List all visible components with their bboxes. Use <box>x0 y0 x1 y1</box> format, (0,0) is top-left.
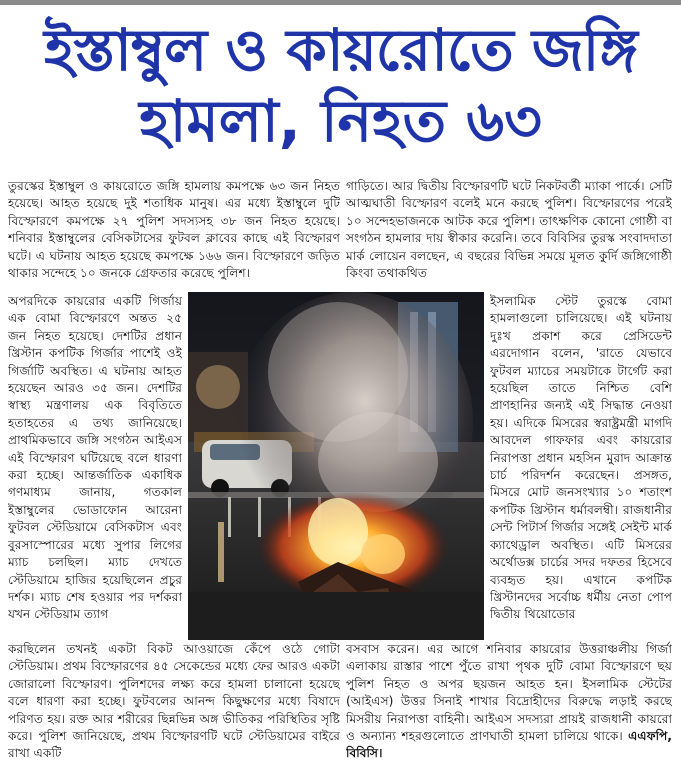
article-bottom-right <box>346 641 672 763</box>
article-right-top: গাড়িতে। আর দ্বিতীয় বিস্ফোরণটি ঘটে নিকটবর্তী ম্যাকা পার্কে। সেটি আত্মঘাতী বিস্ফোরণ বলেই মনে করছে পুলিশ। বিস্ফোরণের পরেই ১০ সন্দেহভাজনকে আটক করে পুলিশ। তাৎক্ষণিক কোনো গোষ্ঠী বা সংগঠন হামলার দায় স্বীকার করেনি। তবে বিবিসির তুরস্ক সংবাদদাতা মার্ক লোয়েন বলছেন, এ বছরের বিভিন্ন সময়ে মূলত কুর্দি জঙ্গিগোষ্ঠী কিংবা তথাকথিত <box>346 179 672 281</box>
article-bottom-left: করছিলেন তখনই একটা বিকট আওয়াজে কেঁপে ওঠে গোটা স্টেডিয়াম। প্রথম বিস্ফোরণের ৪৫ সেকেন্ডের মধ্যে ফের আরও একটা জোরালো বিস্ফোরণ। পুলিশদের লক্ষ্য করে হামলা চালানো হয়েছে বলে ধারণা করা হচ্ছে। ফুটবলের আনন্দ কিছুক্ষণের মধ্যে বিষাদে পরিণত হয়। রক্ত আর শরীরের ছিন্নভিন্ন অঙ্গ ভীতিকর পরিস্থিতির সৃষ্টি করে। পুলিশ জানিয়েছে, প্রথম বিস্ফোরণটি ঘটে স্টেডিয়ামের বাইরে রাখা একটি <box>8 642 340 761</box>
headline-line-1: ইস্তাম্বুল ও কায়রোতে জঙ্গি <box>44 16 637 84</box>
article-left-top: তুরস্কের ইস্তাম্বুল ও কায়রোতে জঙ্গি হামলায় কমপক্ষে ৬৩ জন নিহত হয়েছে। আহত হয়েছে দুই শতাধিক মানুষ। এর মধ্যে ইস্তাম্বুলে দুটি বিস্ফোরণে কমপক্ষে ২৭ পুলিশ সদস্যসহ ৩৮ জন নিহত হয়েছে। শনিবার ইস্তাম্বুলের বেসিকটাসের ফুটবল ক্লাবের কাছে এই বিস্ফোরণ ঘটে। এ ঘটনায় আহত হয়েছে কমপক্ষে ১৬৬ জন। বিস্ফোরণে জড়িত থাকার সন্দেহে ১০ জনকে গ্রেফতার করেছে পুলিশ। <box>8 179 340 281</box>
article-left-mid: অপরদিকে কায়রোর একটি গির্জায় এক বোমা বিস্ফোরণে অন্তত ২৫ জন নিহত হয়েছে। দেশটির প্রধান খ্রিস্টান কপটিক গির্জার পাশেই ওই গির্জাটি অবস্থিত। এ ঘটনায় আহত হয়েছেন আরও ৩৫ জন। দেশটির স্বাস্থ্য মন্ত্রণালয় এক বিবৃতিতে হতাহতের এ তথ্য জানিয়েছে। প্রাথমিকভাবে জঙ্গি সংগঠন আইএস এই বিস্ফোরণ ঘটিয়েছে বলে ধারণা করা হচ্ছে। আন্তর্জাতিক একাধিক গণমাধ্যম জানায়, গতকাল ইস্তাম্বুলের ভোডাফোন আরেনা ফুটবল স্টেডিয়ামে বেসিকটাস এবং বুরসাস্পোরের মধ্যে সুপার লিগের ম্যাচ চলছিল। ম্যাচ দেখতে স্টেডিয়ামে হাজির হয়েছিলেন প্রচুর দর্শক। ম্যাচ শেষ হওয়ার পর দর্শকরা যখন স্টেডিয়াম ত্যাগ <box>8 294 182 622</box>
top-rule <box>0 0 681 5</box>
article-bottom-right-text: বসবাস করেন। এর আগে শনিবার কায়রোর উত্তরাঞ্চলীয় গির্জা এলাকায় রাস্তার পাশে পুঁতে রাখা পৃথক দুটি বোমা বিস্ফোরণে ছয় পুলিশ নিহত ও অপর ছয়জন আহত হন। ইসলামিক স্টেটের (আইএস) উত্তর সিনাই শাখার বিদ্রোহীদের বিরুদ্ধে লড়াই করছে মিসরীয় নিরাপত্তা বাহিনী। আইএস সদস্যরা প্রায়ই রাজধানী কায়রো ও অন্যান্য শহরগুলোতে প্রাণঘাতী হামলা চালিয়ে থাকে। <box>346 642 672 744</box>
headline-line-2: হামলা, নিহত ৬৩ <box>139 87 542 155</box>
explosion-photo <box>188 292 484 640</box>
article-right-mid: ইসলামিক স্টেট তুরস্কে বোমা হামলাগুলো চালিয়েছে। এই ঘটনায় দুঃখ প্রকাশ করে প্রেসিডেন্ট এরদোগান বলেন, 'রাতে যেভাবে ফুটবল ম্যাচের সময়টাকে টার্গেট করা হয়েছিল তাতে নিশ্চিত বেশি প্রাণহানির জন্যই এই সিদ্ধান্ত নেওয়া হয়। এদিকে মিসরের স্বরাষ্ট্রমন্ত্রী মাগদি আবদেল গাফফার এবং কায়রোর নিরাপত্তা প্রধান মহসিন মুরাদ আক্রান্ত চার্চ পরিদর্শন করেছেন। প্রসঙ্গত, মিসরে মোট জনসংখ্যার ১০ শতাংশ কপটিক খ্রিস্টান ধর্মাবলম্বী। রাজধানীর সেন্ট পিটার্স গির্জার সঙ্গেই সেইন্ট মার্ক ক্যাথেড্রাল অবস্থিত। এটি মিসরের অর্থোডক্স চার্চের সদর দফতর হিসেবে ব্যবহৃত হয়। এখানে কপটিক খ্রিস্টানদের সর্বোচ্চ ধর্মীয় নেতা পোপ দ্বিতীয় থিয়োডোর <box>490 294 672 622</box>
news-credit: এএফপি, বিবিসি। <box>346 729 672 761</box>
headline <box>0 14 681 156</box>
